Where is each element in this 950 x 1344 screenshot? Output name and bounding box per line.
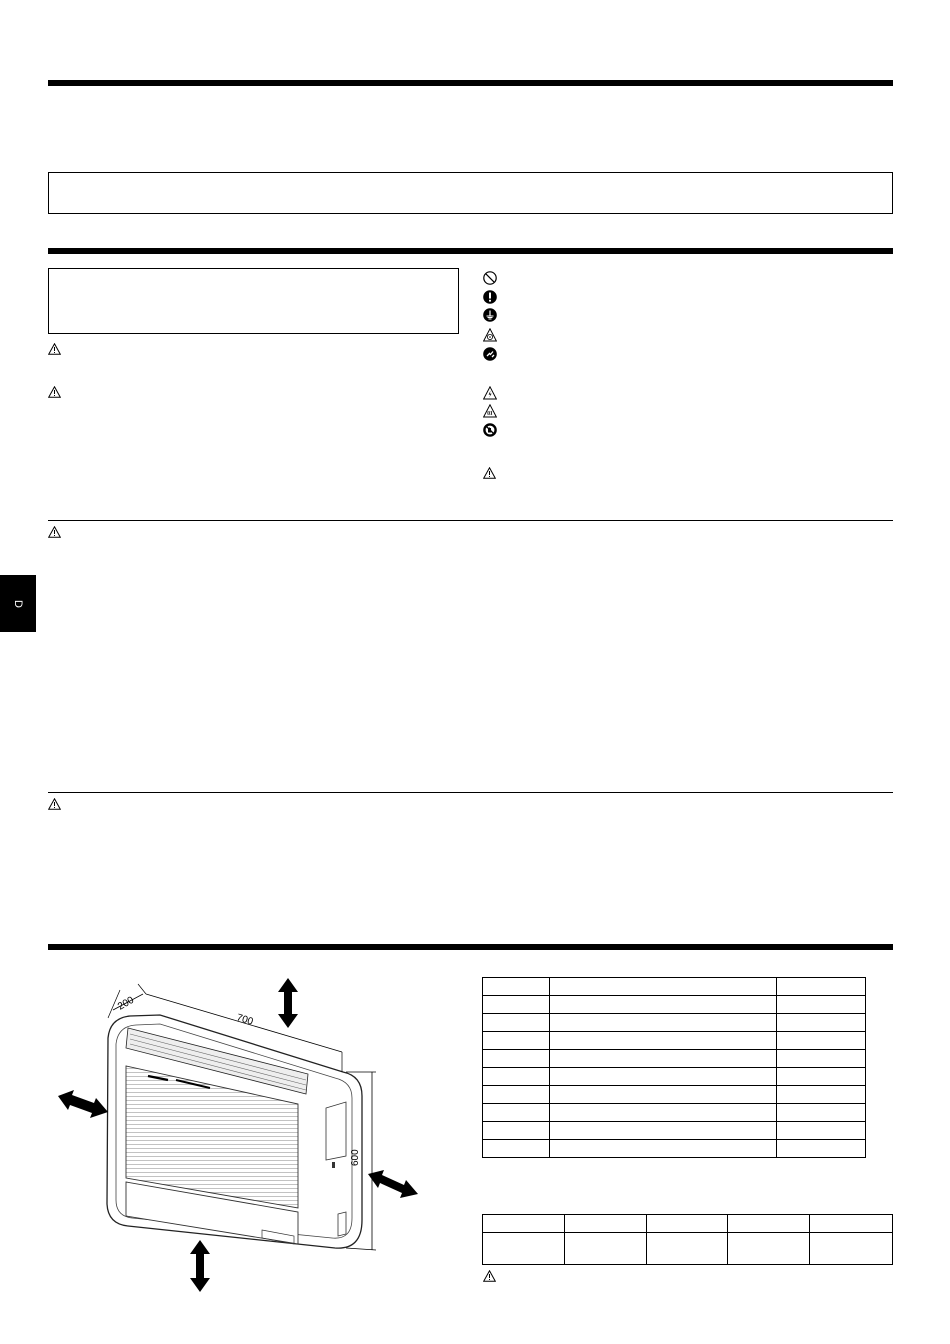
clearance-table: [482, 977, 866, 1158]
left-clearance-arrow: [58, 1090, 108, 1118]
caution-triangle-icon-legend: [483, 467, 496, 479]
caution-triangle-icon: [483, 1270, 496, 1282]
section-rule-installation: [48, 944, 893, 950]
spec-table: [482, 1214, 893, 1265]
hot-surface-icon: [483, 404, 497, 418]
safety-notice-box: [48, 268, 459, 334]
ground-icon: [483, 308, 497, 322]
mandatory-instruction-icon: [483, 290, 497, 304]
table-row: [483, 1086, 866, 1104]
table-row: [483, 996, 866, 1014]
unplug-icon: [483, 347, 497, 361]
table-row: [483, 1032, 866, 1050]
warning-block-rule: [48, 520, 893, 521]
table-row: [483, 1140, 866, 1158]
language-tab[interactable]: [0, 575, 36, 632]
section-rule-safety: [48, 248, 893, 254]
warning-triangle-icon: [48, 526, 61, 538]
table-row: [483, 1050, 866, 1068]
dim-depth-label: 200: [116, 994, 136, 1013]
table-row: [483, 1014, 866, 1032]
table-row: [483, 978, 866, 996]
warning-triangle-icon: [48, 343, 61, 355]
caution-block-rule: [48, 792, 893, 793]
table-row: [483, 1122, 866, 1140]
table-row: [483, 1233, 893, 1265]
rotating-fan-hazard-icon: [483, 328, 497, 342]
caution-triangle-icon: [48, 386, 61, 398]
electric-shock-icon: [483, 386, 497, 400]
prohibited-icon: [483, 271, 497, 285]
table-row: [483, 1215, 893, 1233]
indoor-unit-diagram: [50, 968, 430, 1298]
caution-triangle-icon: [48, 798, 61, 810]
table-row: [483, 1068, 866, 1086]
top-clearance-arrow: [278, 978, 298, 1028]
language-tab-label: D: [11, 599, 24, 608]
notice-box: [48, 172, 893, 214]
dim-width-label: 700: [235, 1012, 255, 1028]
section-rule-top: [48, 80, 893, 86]
bottom-clearance-arrow: [190, 1240, 210, 1292]
do-not-touch-icon: [483, 423, 497, 437]
table-row: [483, 1104, 866, 1122]
dim-height-label: 600: [350, 1149, 361, 1166]
right-clearance-arrow: [368, 1170, 418, 1198]
